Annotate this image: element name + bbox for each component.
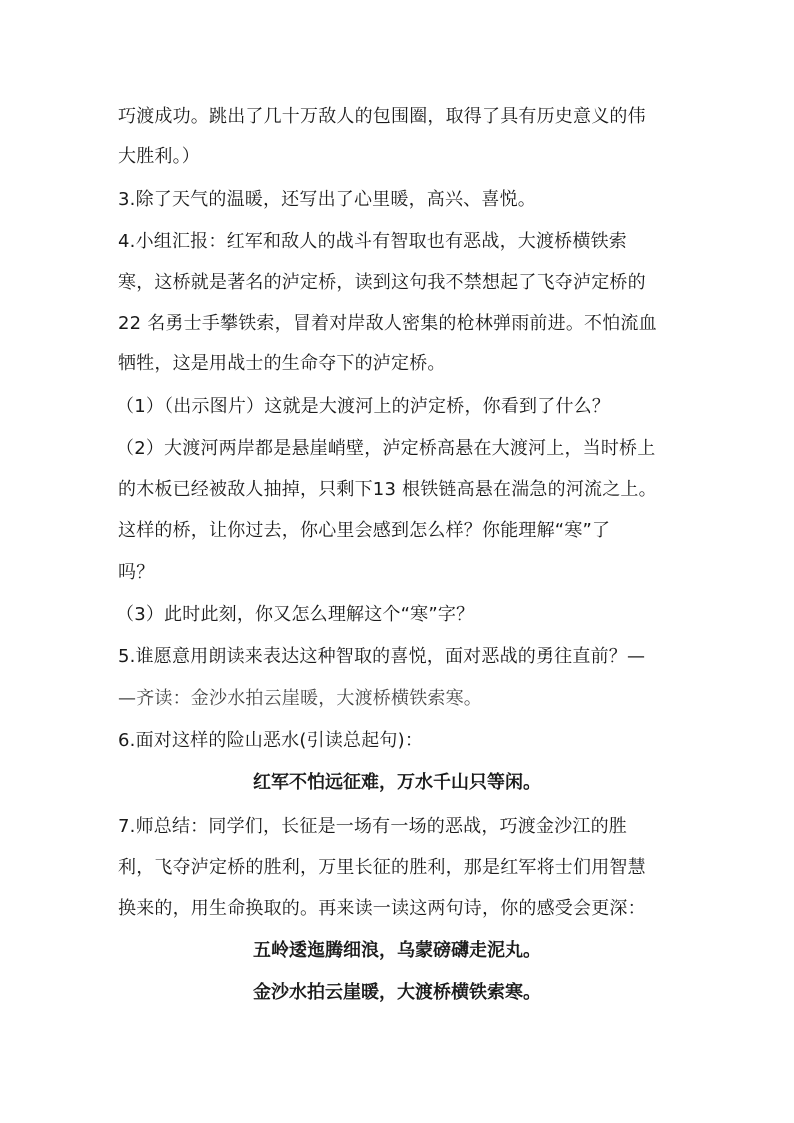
text-line: 大胜利。）	[118, 146, 200, 167]
text-line: 牺牲，这是用战士的生命夺下的泸定桥。	[118, 353, 446, 374]
text-line: 7.师总结：同学们，长征是一场有一场的恶战，巧渡金沙江的胜	[118, 816, 627, 837]
text-line: 这样的桥，让你过去，你心里会感到怎么样？你能理解“寒”了	[118, 520, 611, 541]
text-line: （1）（出示图片）这就是大渡河上的泸定桥，你看到了什么？	[116, 396, 611, 417]
text-line: （3）此时此刻，你又怎么理解这个“寒”字？	[116, 604, 475, 625]
poem-line: 五岭逶迤腾细浪，乌蒙磅礴走泥丸。	[253, 940, 541, 961]
text-line: （2）大渡河两岸都是悬崖峭壁，泸定桥高悬在大渡河上，当时桥上	[116, 438, 656, 459]
text-line: 换来的，用生命换取的。再来读一读这两句诗，你的感受会更深：	[118, 898, 646, 919]
text-line: 6.面对这样的险山恶水(引读总起句)：	[118, 730, 424, 751]
text-line: 巧渡成功。跳出了几十万敌人的包围圈，取得了具有历史意义的伟	[118, 106, 646, 127]
text-line: 的木板已经被敌人抽掉，只剩下13 根铁链高悬在湍急的河流之上。	[118, 479, 657, 500]
text-line: 4.小组汇报：红军和敌人的战斗有智取也有恶战，大渡桥横铁索	[118, 231, 627, 252]
text-line: 5.谁愿意用朗读来表达这种智取的喜悦，面对恶战的勇往直前？—	[118, 646, 646, 667]
text-line: —齐读：金沙水拍云崖暖，大渡桥横铁索寒。	[118, 688, 482, 709]
poem-line: 红军不怕远征难，万水千山只等闲。	[253, 772, 541, 793]
poem-line: 金沙水拍云崖暖，大渡桥横铁索寒。	[253, 982, 541, 1003]
text-line: 吗？	[118, 562, 155, 583]
text-line: 利，飞夺泸定桥的胜利，万里长征的胜利，那是红军将士们用智慧	[118, 857, 646, 878]
text-line: 寒，这桥就是著名的泸定桥，读到这句我不禁想起了飞夺泸定桥的	[118, 272, 646, 293]
text-line: 22 名勇士手攀铁索，冒着对岸敌人密集的枪林弹雨前进。不怕流血	[118, 313, 657, 334]
text-line: 3.除了天气的温暖，还写出了心里暖，高兴、喜悦。	[118, 189, 536, 210]
